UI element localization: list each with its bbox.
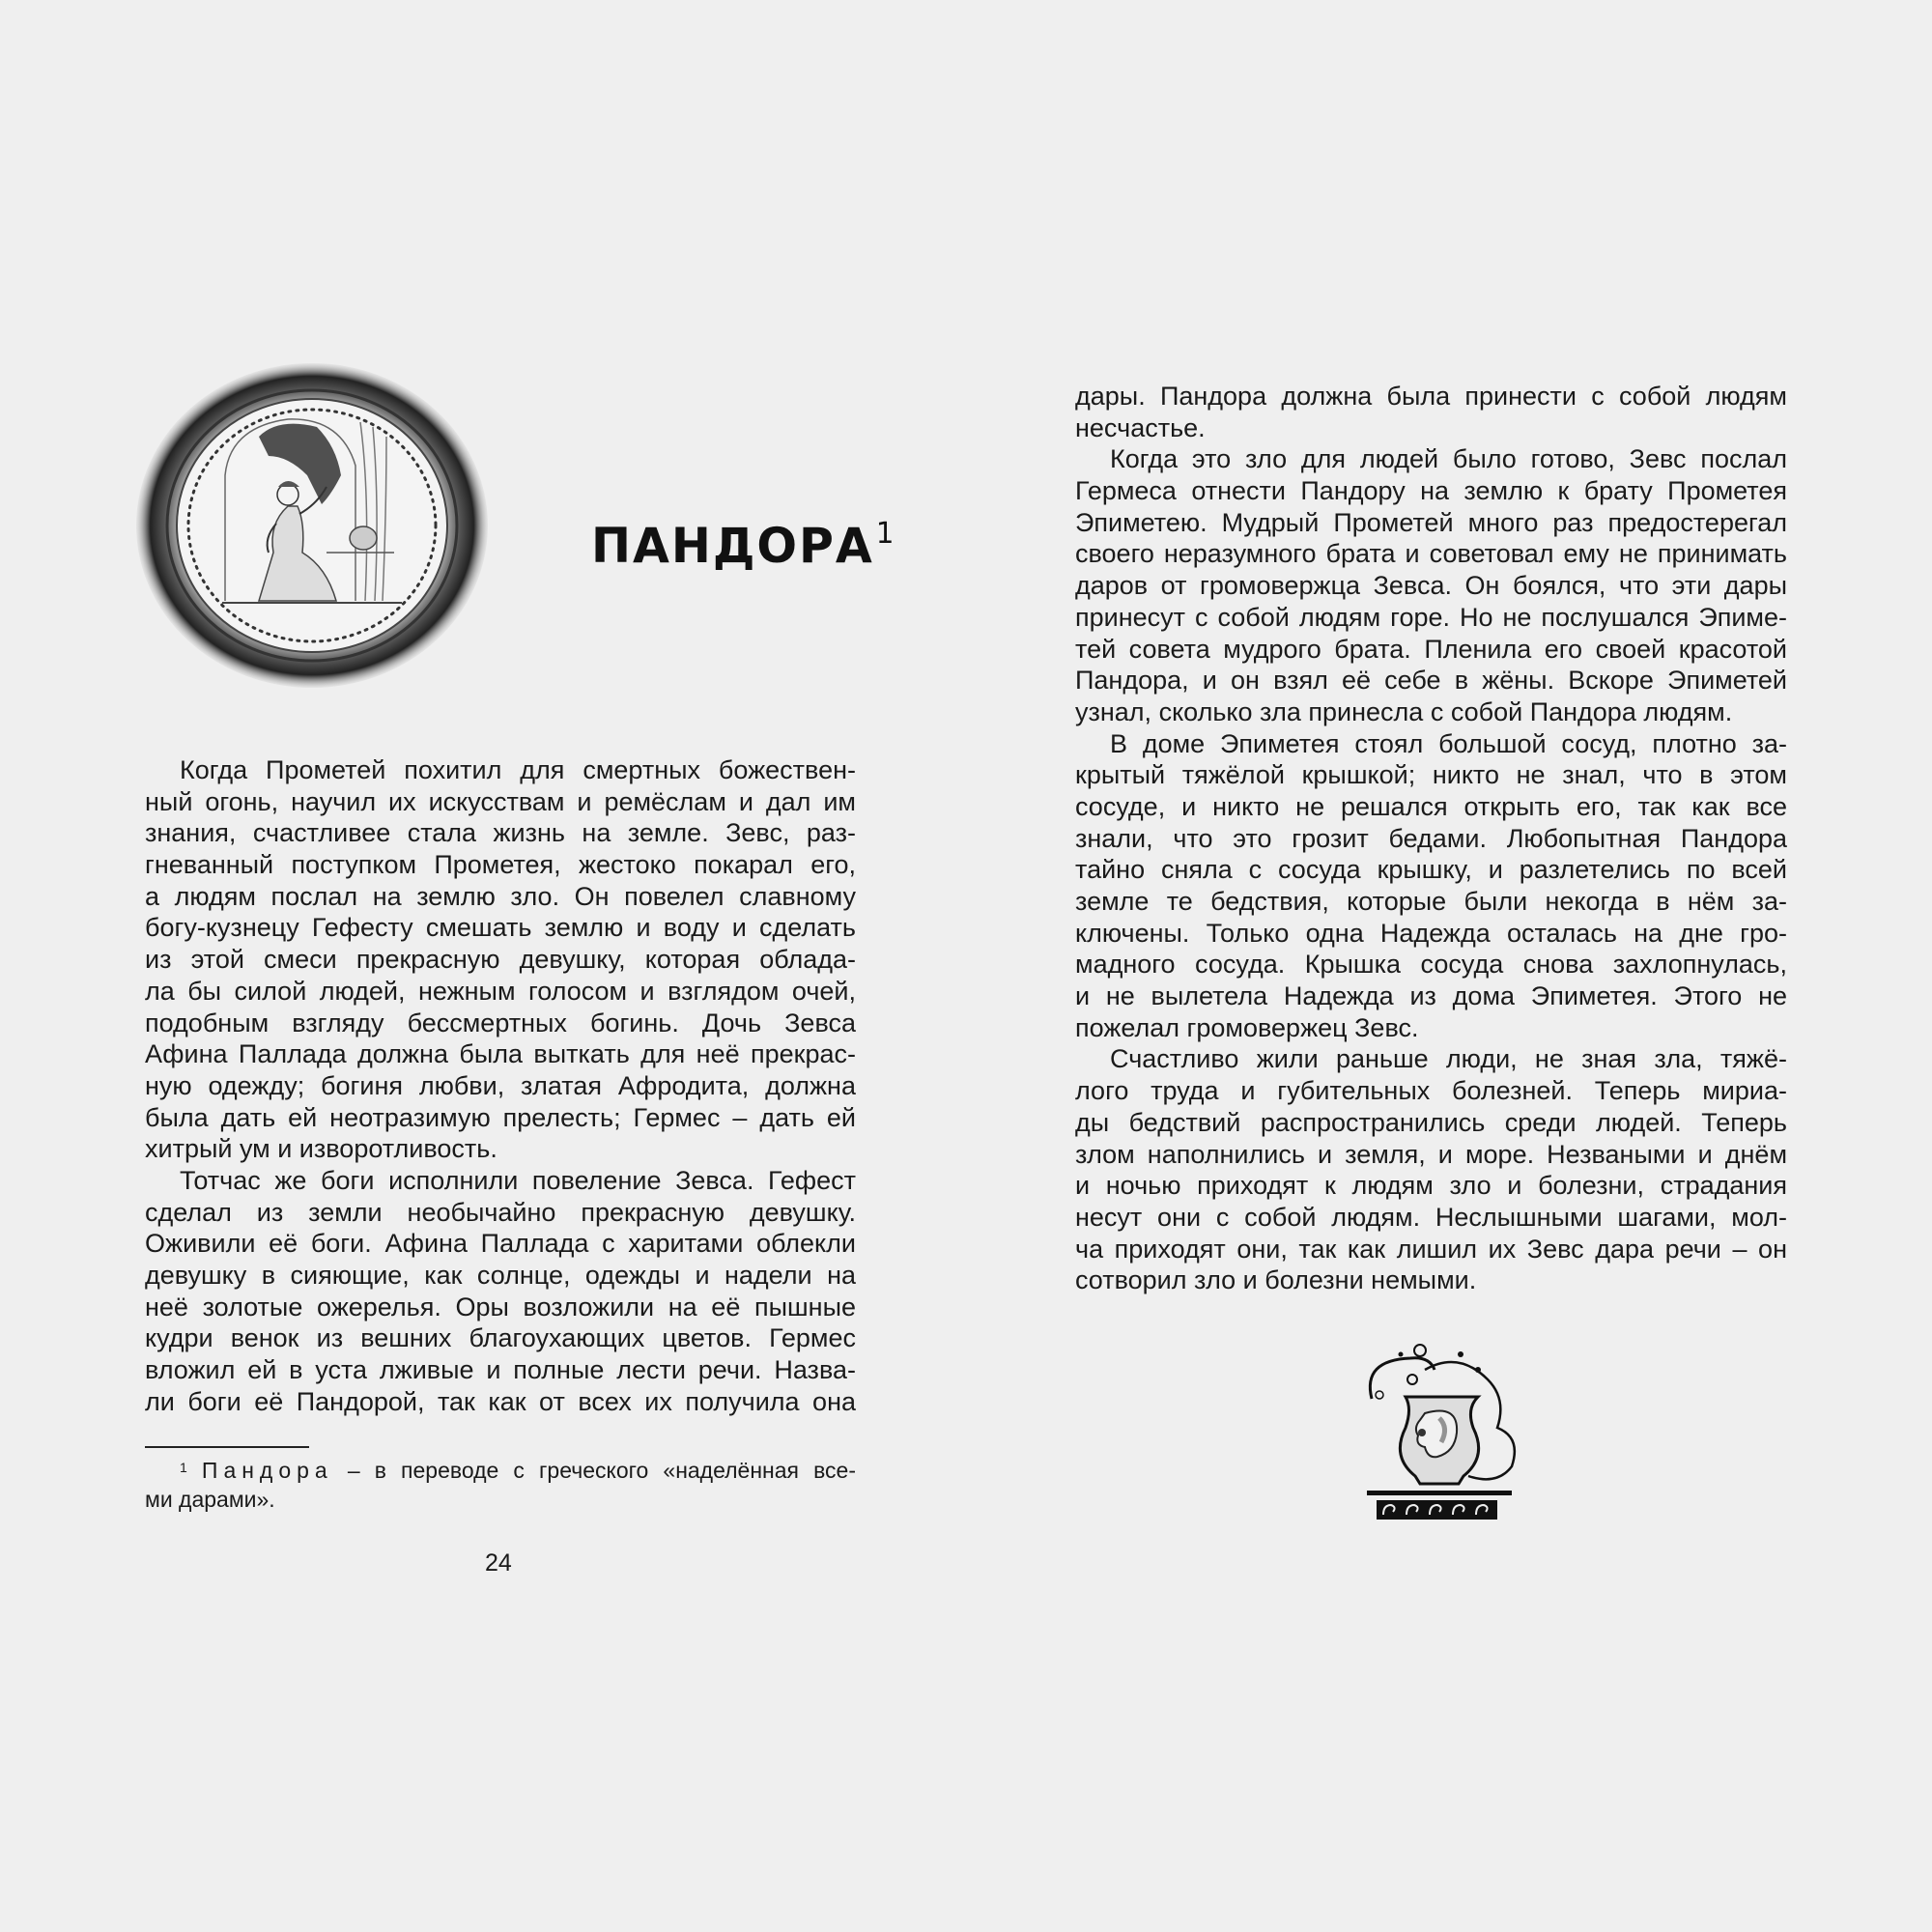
footnote [145, 1456, 856, 1514]
left-page-text-line: из этой смеси прекрасную девушку, которая облада- [145, 945, 856, 975]
left-page-text-line: ный огонь, научил их искусствам и ремёслам и дал им [145, 786, 856, 816]
right-page [966, 0, 1932, 1932]
left-page-text-line: ла бы силой людей, нежным голосом и взглядом очей, [145, 976, 856, 1006]
right-page-text-line: Счастливо жили раньше люди, не зная зла, тяжё- [1110, 1044, 1787, 1074]
right-page-text-line: ды бедствий распространились среди людей. Теперь [1075, 1107, 1787, 1137]
medallion-illustration-icon [133, 359, 491, 690]
footnote-definition: – в переводе с греческого «наделённая все- [332, 1458, 857, 1483]
left-text-column [145, 754, 856, 1417]
right-page-text-line: пожелал громовержец Зевс. [1075, 1012, 1419, 1042]
right-page-text-line: злом наполнились и земля, и море. Незваными и днём [1075, 1139, 1787, 1169]
left-page-text-line: вложил ей в уста лживые и полные лести речи. Назва- [145, 1355, 856, 1385]
right-page-text-line: Эпиметею. Мудрый Прометей много раз предостерегал [1075, 507, 1787, 537]
right-page-text-line: несчастье. [1075, 412, 1206, 442]
right-page-text-line: даров от громовержца Зевса. Он боялся, что эти дары [1075, 571, 1787, 601]
right-page-text-line: Когда это зло для людей было готово, Зевс послал [1110, 444, 1787, 474]
right-page-text-line: узнал, сколько зла принесла с собой Пандора людям. [1075, 696, 1733, 726]
right-page-text-line: сотворил зло и болезни немыми. [1075, 1265, 1477, 1295]
left-page-text-line: ную одежду; богиня любви, златая Афродита, должна [145, 1070, 856, 1100]
footnote-divider [145, 1446, 309, 1448]
page-number: 24 [485, 1549, 512, 1577]
right-page-text-line: ключены. Только одна Надежда осталась на дне гро- [1075, 918, 1787, 948]
left-page-text-line: Афина Паллада должна была выткать для неё прекрас- [145, 1039, 856, 1069]
left-page-text-line: а людям послал на землю зло. Он повелел славному [145, 881, 856, 911]
left-page-text-line: знания, счастливее стала жизнь на земле. Зевс, раз- [145, 818, 856, 848]
title-footnote-mark: 1 [875, 517, 896, 551]
right-text-column [1075, 381, 1787, 1296]
left-page-text-line: Тотчас же боги исполнили повеление Зевса. Гефест [180, 1165, 856, 1195]
right-page-text-line: сосуде, и никто не решался открыть его, так как все [1075, 791, 1787, 821]
right-page-text-line: мадного сосуда. Крышка сосуда снова захлопнулась, [1075, 950, 1787, 980]
left-page-text-line: Оживили её боги. Афина Паллада с харитами облекли [145, 1229, 856, 1259]
right-page-text-line: тайно сняла с сосуда крышку, и разлетелись по всей [1075, 855, 1787, 885]
left-page-text-line: богу-кузнецу Гефесту смешать землю и воду и сделать [145, 913, 856, 943]
right-page-text-line: крытый тяжёлой крышкой; никто не знал, что в этом [1075, 760, 1787, 790]
footnote-mark: 1 [180, 1460, 187, 1475]
right-page-text-line: принесут с собой людям горе. Но не послушался Эпиме- [1075, 602, 1787, 632]
right-page-text-line: Гермеса отнести Пандору на землю к брату Прометея [1075, 476, 1787, 506]
left-page-text-line: кудри венок из вешних благоухающих цветов. Гермес [145, 1323, 856, 1353]
right-page-text-line: знали, что это грозит бедами. Любопытная Пандора [1075, 823, 1787, 853]
right-page-text-line: тей совета мудрого брата. Пленила его своей красотой [1075, 634, 1787, 664]
left-page-text-line: девушку в сияющие, как солнце, одежды и надели на [145, 1261, 856, 1290]
right-page-text-line: В доме Эпиметея стоял большой сосуд, плотно за- [1110, 728, 1787, 758]
right-page-text-line: ча приходят они, так как лишил их Зевс дара речи – он [1075, 1234, 1787, 1264]
vase-skull-vignette-icon [1352, 1341, 1526, 1520]
right-page-text-line: и ночью приходят к людям зло и болезни, страдания [1075, 1171, 1787, 1201]
right-page-text-line: лого труда и губительных болезней. Теперь мириа- [1075, 1076, 1787, 1106]
right-page-text-line: своего неразумного брата и советовал ему не принимать [1075, 539, 1787, 569]
left-page-text-line: Когда Прометей похитил для смертных божествен- [180, 755, 856, 784]
left-page-text-line: неё золотые ожерелья. Оры возложили на её пышные [145, 1292, 856, 1321]
right-page-text-line: Пандора, и он взял её себе в жёны. Вскоре Эпиметей [1075, 666, 1787, 696]
footnote-line-1 [145, 1456, 856, 1485]
chapter-title [591, 517, 896, 574]
left-page-text-line: ли боги её Пандорой, так как от всех их получила она [145, 1386, 856, 1416]
footnote-line-2: ми дарами». [145, 1487, 275, 1512]
left-page-text-line: гневанный поступком Прометея, жестоко покарал его, [145, 850, 856, 880]
right-page-text-line: и не вылетела Надежда из дома Эпиметея. Этого не [1075, 981, 1787, 1011]
left-page-text-line: хитрый ум и изворотливость. [145, 1134, 497, 1164]
left-page-text-line: подобным взгляду бессмертных богинь. Дочь Зевса [145, 1008, 856, 1037]
left-page-text-line: была дать ей неотразимую прелесть; Гермес – дать ей [145, 1102, 856, 1132]
right-page-text-line: дары. Пандора должна была принести с собой людям [1075, 382, 1787, 411]
right-page-text-line: земле те бедствия, которые были некогда в нём за- [1075, 887, 1787, 916]
right-page-text-line: несут они с собой людям. Неслышными шагами, мол- [1075, 1202, 1787, 1232]
footnote-term: Пандора [201, 1458, 333, 1483]
left-page-text-line: сделал из земли необычайно прекрасную девушку. [145, 1197, 856, 1227]
chapter-title-text: ПАНДОРА [591, 518, 874, 574]
